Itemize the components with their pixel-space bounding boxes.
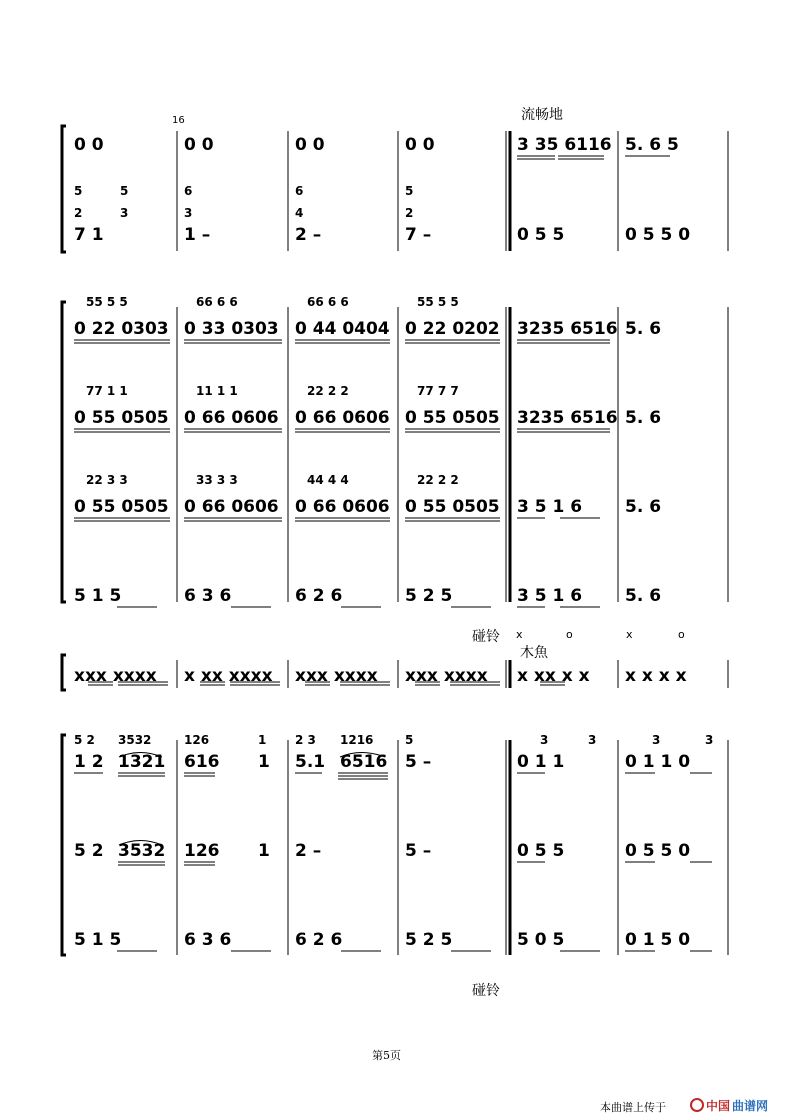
percussion-measure: xxx xxxx — [295, 666, 378, 686]
system2-staff3-lower: 0 55 0505 — [405, 497, 500, 517]
system2-staff1-upper: 66 6 6 — [196, 295, 238, 309]
percussion-measure: x x x x — [625, 666, 687, 686]
pengling-x-2: x — [626, 628, 633, 641]
system1-chord-note: 2 — [74, 206, 83, 220]
system3-staff2-lower: 5 2 — [74, 841, 104, 861]
system2-staff4-lower: 5 1 5 — [74, 586, 122, 606]
system1-bottom-measure: 0 5 5 0 — [625, 225, 691, 245]
system1-bottom-measure: 7 1 — [74, 225, 104, 245]
system3-staff3-lower: 0 1 5 0 — [625, 930, 691, 950]
system2-staff1-lower: 0 33 0303 — [184, 319, 279, 339]
percussion-measure: x xx xxxx — [184, 666, 273, 686]
system3-staff3-lower: 6 3 6 — [184, 930, 232, 950]
system2-staff1-lower: 5. 6 — [625, 319, 662, 339]
svg-text:曲谱网: 曲谱网 — [732, 1099, 769, 1113]
system2-staff3-lower: 0 55 0505 — [74, 497, 169, 517]
percussion-measure: xxx xxxx — [405, 666, 488, 686]
system2-staff2-lower: 0 55 0505 — [405, 408, 500, 428]
system1-chord-note: 5 — [405, 184, 414, 198]
system3-staff1-upper: 1 — [258, 733, 267, 747]
system3-staff1-upper: 1216 — [340, 733, 374, 747]
system-1-bracket — [62, 126, 66, 252]
system3-staff1-lower: 0 1 1 0 — [625, 752, 691, 772]
system1-chord-note: 3 — [184, 206, 193, 220]
system3-staff1-lower: 616 — [184, 752, 220, 772]
system2-staff1-lower: 0 22 0202 — [405, 319, 500, 339]
system3-staff1-upper2: 3 — [705, 733, 714, 747]
tempo-marking: 流畅地 — [521, 107, 563, 123]
system3-staff2-lower: 3532 — [118, 841, 166, 861]
site-logo — [690, 1096, 786, 1114]
system3-staff2-lower: 0 5 5 — [517, 841, 565, 861]
system3-staff1-lower: 6516 — [340, 752, 388, 772]
system2-staff3-lower: 5. 6 — [625, 497, 662, 517]
pengling-o-1: o — [566, 628, 573, 641]
system2-staff2-upper: 77 1 1 — [86, 384, 128, 398]
pengling-o-2: o — [678, 628, 685, 641]
system1-top-measure: 0 0 — [184, 135, 214, 155]
system1-bottom-measure: 2 – — [295, 225, 322, 245]
system2-staff4-lower: 6 3 6 — [184, 586, 232, 606]
page-number: 第5页 — [372, 1049, 401, 1062]
system3-staff1-upper: 126 — [184, 733, 210, 747]
system1-chord-note: 2 — [405, 206, 414, 220]
system3-staff3-lower: 6 2 6 — [295, 930, 343, 950]
system2-staff4-lower: 3 5 1 6 — [517, 586, 583, 606]
system2-staff2-upper: 22 2 2 — [307, 384, 349, 398]
system1-chord-note: 6 — [295, 184, 304, 198]
svg-text:中国: 中国 — [706, 1099, 731, 1113]
system3-staff1-lower: 5 – — [405, 752, 432, 772]
system1-chord-note: 5 — [120, 184, 129, 198]
system1-chord-note: 5 — [74, 184, 83, 198]
upload-text: 本曲谱上传于 — [600, 1101, 666, 1114]
system3-staff1-upper2: 3 — [652, 733, 661, 747]
system3-staff3-lower: 5 1 5 — [74, 930, 122, 950]
system2-staff3-upper: 44 4 4 — [307, 473, 349, 487]
system1-chord-note: 4 — [295, 206, 304, 220]
system1-top-measure: 0 0 — [74, 135, 104, 155]
system3-staff2-lower: 0 5 5 0 — [625, 841, 691, 861]
system3-staff2-lower: 1 — [258, 841, 270, 861]
system2-staff1-lower: 0 44 0404 — [295, 319, 390, 339]
system1-bottom-measure: 7 – — [405, 225, 432, 245]
system3-staff2-lower: 5 – — [405, 841, 432, 861]
system3-staff1-lower: 5.1 — [295, 752, 326, 772]
system3-staff1-upper: 2 3 — [295, 733, 316, 747]
system3-staff2-lower: 126 — [184, 841, 220, 861]
percussion-bracket — [62, 655, 66, 690]
system1-bottom-measure: 0 5 5 — [517, 225, 565, 245]
system2-staff1-upper: 55 5 5 — [417, 295, 459, 309]
system3-staff1-lower: 1 2 — [74, 752, 104, 772]
system3-staff1-upper: 3532 — [118, 733, 152, 747]
system3-staff1-upper: 5 2 — [74, 733, 95, 747]
system1-chord-note: 3 — [120, 206, 129, 220]
system-2-bracket — [62, 302, 66, 602]
system3-staff1-upper2: 3 — [588, 733, 597, 747]
system1-top-measure: 0 0 — [295, 135, 325, 155]
percussion-measure: x xx x x — [517, 666, 590, 686]
system1-top-measure: 0 0 — [405, 135, 435, 155]
system2-staff3-lower: 0 66 0606 — [295, 497, 390, 517]
system2-staff3-upper: 33 3 3 — [196, 473, 238, 487]
system2-staff4-lower: 5. 6 — [625, 586, 662, 606]
system2-staff1-lower: 0 22 0303 — [74, 319, 169, 339]
measure-number: 16 — [172, 115, 185, 126]
system3-staff1-upper: 5 — [405, 733, 414, 747]
system2-staff4-lower: 6 2 6 — [295, 586, 343, 606]
system3-staff1-upper2: 3 — [540, 733, 549, 747]
percussion-measure: xxx xxxx — [74, 666, 157, 686]
system3-staff3-lower: 5 0 5 — [517, 930, 565, 950]
system1-chord-note: 6 — [184, 184, 193, 198]
system3-staff2-lower: 2 – — [295, 841, 322, 861]
system2-staff2-lower: 0 66 0606 — [184, 408, 279, 428]
system2-staff3-lower: 0 66 0606 — [184, 497, 279, 517]
system-2 — [62, 302, 728, 607]
system2-staff1-lower: 3235 6516 — [517, 319, 618, 339]
system3-staff1-lower: 1 — [258, 752, 270, 772]
system2-staff2-upper: 77 7 7 — [417, 384, 459, 398]
system3-staff1-lower: 0 1 1 — [517, 752, 565, 772]
system2-staff3-lower: 3 5 1 6 — [517, 497, 583, 517]
mu-yu-label: 木魚 — [520, 645, 548, 661]
system1-top-measure: 5. 6 5 — [625, 135, 679, 155]
system2-staff2-upper: 11 1 1 — [196, 384, 238, 398]
system2-staff4-lower: 5 2 5 — [405, 586, 453, 606]
system3-staff3-lower: 5 2 5 — [405, 930, 453, 950]
system3-staff1-lower: 1321 — [118, 752, 166, 772]
system2-staff2-lower: 0 55 0505 — [74, 408, 169, 428]
system2-staff2-lower: 3235 6516 — [517, 408, 618, 428]
system2-staff2-lower: 5. 6 — [625, 408, 662, 428]
system2-staff3-upper: 22 3 3 — [86, 473, 128, 487]
system-3-bracket — [62, 735, 66, 955]
system1-top-measure: 3 35 6116 — [517, 135, 612, 155]
pengling-x-1: x — [516, 628, 523, 641]
system2-staff1-upper: 66 6 6 — [307, 295, 349, 309]
system2-staff3-upper: 22 2 2 — [417, 473, 459, 487]
system2-staff1-upper: 55 5 5 — [86, 295, 128, 309]
system1-bottom-measure: 1 – — [184, 225, 211, 245]
system2-staff2-lower: 0 66 0606 — [295, 408, 390, 428]
pengling-label-top: 碰铃 — [472, 629, 500, 645]
pengling-label-bottom: 碰铃 — [472, 983, 500, 999]
